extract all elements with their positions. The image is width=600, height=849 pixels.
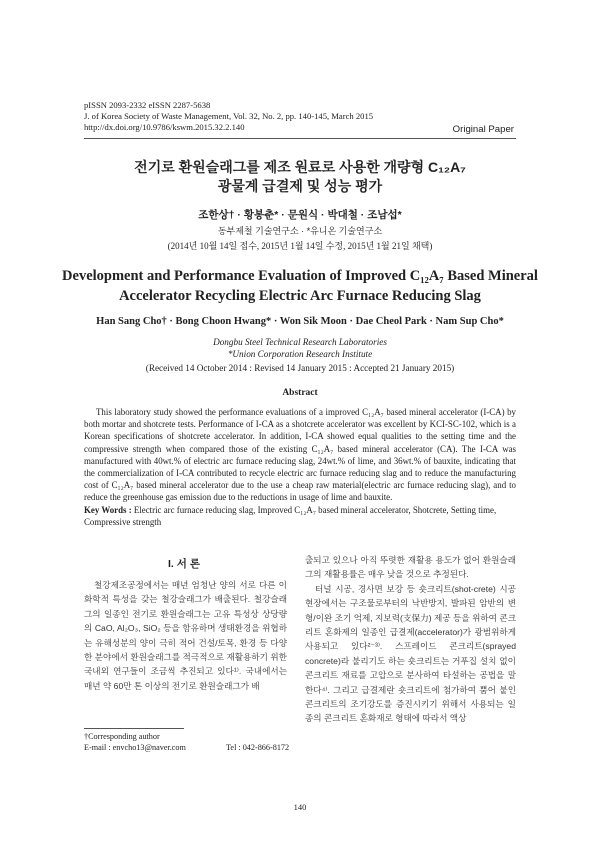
intro-right-paragraph1: 출되고 있으나 아직 뚜렷한 재활용 용도가 없어 환원슬래그의 재활용률은 매우 낮을 것으로 추정된다.: [305, 555, 516, 580]
english-dates: (Received 14 October 2014 : Revised 14 January 2015 : Accepted 21 January 2015): [145, 363, 455, 373]
keywords-label: Key Words :: [84, 505, 134, 515]
abstract-body: This laboratory study showed the performance evaluations of a improved C₁₂A₇ based mineral accelerator (I-CA) by both mortar and shotcrete tests. Performance of I-CA as a shotcrete accelerator was excellent by KCI-SC-102, which is a Korean specifications of shotcrete accelerator. In addition, I-CA showed equal qualities to the setting time and the compressive strength when compared those of the existing C₁₂A₇ based mineral accelerator (CA). The I-CA was manufactured with 40wt.% of electric arc furnace reducing slag, 24wt.% of lime, and 36wt.% of bauxite, indicating that the commercialization of I-CA contributed to recycle electric arc furnace reducing slag and to reduce the manufacturing cost of C₁₂A₇ based mineral accelerator due to the use a cheap raw material(electric arc furnace reducing slag), and to reduce the greenhouse gas emission due to the reductions in usage of lime and bauxite.: [84, 407, 516, 503]
footnote-divider: [84, 728, 184, 729]
email-text[interactable]: E-mail : envcho13@naver.com: [84, 743, 186, 752]
abstract-heading: Abstract: [282, 388, 318, 398]
intro-right-column: [305, 553, 516, 726]
issn-line: pISSN 2093-2332 eISSN 2287-5638: [84, 100, 211, 110]
korean-title-line1: 전기로 환원슬래그를 제조 원료로 사용한 개량형 C₁₂A₇: [134, 159, 466, 175]
english-affiliation-line1: Dongbu Steel Technical Research Laboratories: [213, 337, 387, 347]
english-title-line2: Accelerator Recycling Electric Arc Furnace Reducing Slag: [119, 288, 481, 304]
article-type-label: Original Paper: [452, 124, 514, 135]
intro-left-paragraph: 철강제조공정에서는 매년 엄청난 양의 서로 다른 이화학적 특성을 갖는 철강슬래그가 배출된다. 철강슬래그의 일종인 전기로 환원슬래그는 고유 특성상 상당량의 CaO, Al₂O₃, SiO₂ 등을 함유하며 생태환경을 위협하는 유해성분의 양이 극히 적어 건설/토목, 환경 등 다양한 분야에서 환원슬래그를 적극적으로 재활용하기 위한 국내외 연구들이 조금씩 추진되고 있다¹⁾. 국내에서는 매년 약 60만 톤 이상의 전기로 환원슬래그가 배: [84, 580, 287, 691]
keywords-text: Electric arc furnace reducing slag, Improved C₁₂A₇ based mineral accelerator, Shotcrete, Setting time, Compressive strength: [84, 505, 497, 528]
section-heading-introduction: I. 서 론: [168, 558, 200, 570]
english-title: [60, 266, 540, 306]
doi-link[interactable]: http://dx.doi.org/10.9786/kswm.2015.32.2.140: [84, 122, 245, 132]
english-title-line1: Development and Performance Evaluation of Improved C₁₂A₇ Based Mineral: [62, 268, 538, 284]
korean-title-line2: 광물계 급결제 및 성능 평가: [217, 178, 383, 194]
korean-title: [60, 158, 540, 196]
korean-affiliation: 동부제철 기술연구소 · *유니온 기술연구소: [217, 226, 383, 236]
korean-authors: 조한상† · 황봉춘* · 문원식 · 박대철 · 조남섭*: [198, 209, 402, 221]
journal-citation: J. of Korea Society of Waste Management, Vol. 32, No. 2, pp. 140-145, March 2015: [84, 111, 374, 121]
intro-right-paragraph2: 터널 시공, 경사면 보강 등 숏크리트(shot-crete) 시공현장에서는 구조물로부터의 낙반방지, 발파된 암반의 변형/이완 조기 억제, 지보력(支保力) 제공 등을 위하여 콘크리트 혼화제의 일종인 급결제(accelerator)가 광범위하게 사용되고 있다²⁻³⁾. 스프레이드 콘크리트(sprayed concrete)라 불리기도 하는 숏크리트는 거푸집 설치 없이 콘크리트 재료를 고압으로 분사하여 타설하는 공법을 말한다⁴⁾. 그리고 급결제란 숏크리트에 첨가하여 뿜어 붙인 콘크리트의 조기강도를 증진시키기 위해서 사용되는 일종의 콘크리트 혼화재로 형태에 따라서 액상: [305, 583, 516, 724]
english-authors: Han Sang Cho† · Bong Choon Hwang* · Won Sik Moon · Dae Cheol Park · Nam Sup Cho*: [96, 316, 504, 327]
footnote: [84, 731, 294, 753]
corresponding-author-label: †Corresponding author: [84, 732, 160, 741]
page-number: 140: [293, 802, 307, 812]
contact-line: [84, 742, 294, 753]
keywords: [84, 504, 516, 528]
header-divider: [84, 138, 516, 139]
english-affiliation: [60, 336, 540, 360]
korean-dates: (2014년 10월 14일 접수, 2015년 1월 14일 수정, 2015년 1월 21일 채택): [167, 241, 433, 251]
english-affiliation-line2: *Union Corporation Research Institute: [227, 349, 373, 359]
tel-text: Tel : 042-866-8172: [226, 743, 290, 752]
